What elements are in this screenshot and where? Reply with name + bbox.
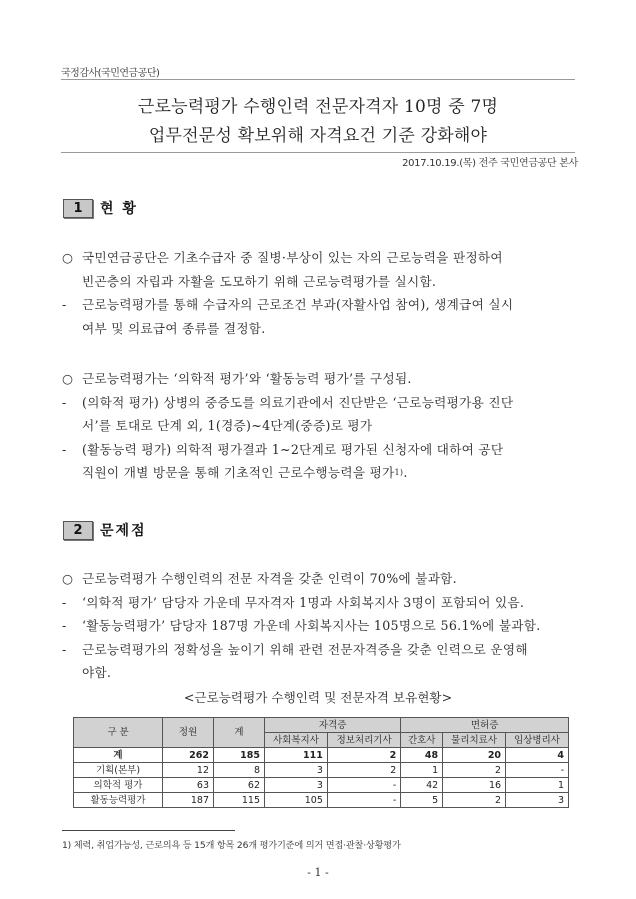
header-info-engineer: 정보처리기사 — [327, 733, 400, 748]
cell: 5 — [401, 793, 443, 808]
header-total: 계 — [214, 718, 265, 748]
cell: 16 — [443, 778, 506, 793]
cell: 2 — [443, 793, 506, 808]
table-row — [74, 793, 569, 808]
document-title-line2: 업무전문성 확보위해 자격요건 기준 강화해야 — [148, 126, 488, 146]
cell: 115 — [214, 793, 265, 808]
dash-bullet-icon: - — [62, 441, 67, 457]
row-label: 활동능력평가 — [74, 793, 163, 808]
cell: 4 — [506, 748, 569, 763]
dash-bullet-icon: - — [62, 594, 67, 610]
continuation-line — [62, 270, 582, 294]
dash-line — [62, 438, 582, 462]
cell: - — [327, 793, 400, 808]
header-rule-bottom — [61, 152, 575, 153]
circle-bullet-icon: ○ — [62, 371, 74, 386]
body-text: 국민연금공단은 기초수급자 중 질병·부상이 있는 자의 근로능력을 판정하여 — [82, 250, 503, 265]
dash-line — [62, 591, 582, 615]
dash-line — [62, 638, 582, 662]
staffing-table — [73, 717, 569, 808]
body-text: (활동능력 평가) 의학적 평가결과 1~2단계로 평가된 신청자에 대하여 공단 — [82, 441, 504, 457]
cell: - — [506, 763, 569, 778]
section-1-paragraph-2 — [62, 367, 582, 485]
cell: 42 — [401, 778, 443, 793]
dateline: 2017.10.19.(목) 전주 국민연금공단 본사 — [402, 158, 578, 169]
cell: 8 — [214, 763, 265, 778]
body-text: 빈곤층의 자립과 자활을 도모하기 위해 근로능력평가를 실시함. — [82, 273, 437, 289]
cell: 12 — [163, 763, 214, 778]
header-rule-top — [61, 79, 575, 80]
bullet-line — [62, 246, 582, 270]
section-title: 현 황 — [100, 201, 138, 217]
section-heading-2 — [63, 520, 147, 540]
cell: - — [327, 778, 400, 793]
dash-bullet-icon: - — [62, 641, 67, 657]
header-clinical-pathologist: 임상병리사 — [506, 733, 569, 748]
body-text: 여부 및 의료급여 종류를 결정함. — [82, 320, 266, 336]
continuation-line — [62, 661, 582, 685]
body-text: ‘활동능력평가’ 담당자 187명 가운데 사회복지사는 105명으로 56.1%에 불과함. — [82, 618, 541, 633]
table-header-row-top — [74, 718, 569, 733]
cell: 3 — [265, 763, 328, 778]
cell: 187 — [163, 793, 214, 808]
cell: 1 — [506, 778, 569, 793]
cell: 2 — [327, 763, 400, 778]
body-text: 직원이 개별 방문을 통해 기초적인 근로수행능력을 평가 — [82, 465, 395, 480]
body-text: ‘의학적 평가’ 담당자 가운데 무자격자 1명과 사회복지사 3명이 포함되어 있음. — [82, 594, 525, 610]
cell: 62 — [214, 778, 265, 793]
table-row — [74, 763, 569, 778]
cell: 111 — [265, 748, 328, 763]
body-text: (의학적 평가) 상병의 중증도를 의료기관에서 진단받은 ‘근로능력평가용 진단 — [82, 394, 514, 410]
cell: 262 — [163, 748, 214, 763]
section-heading-1 — [63, 198, 138, 218]
circle-bullet-icon: ○ — [62, 571, 74, 586]
cell: 2 — [327, 748, 400, 763]
cell: 48 — [401, 748, 443, 763]
header-physical-therapist: 물리치료사 — [443, 733, 506, 748]
row-label: 계 — [74, 748, 163, 763]
section-2-paragraph-1 — [62, 567, 582, 685]
document-title-line1: 근로능력평가 수행인력 전문자격자 10명 중 7명 — [137, 97, 499, 117]
dash-line — [62, 391, 582, 415]
dash-bullet-icon: - — [62, 394, 67, 410]
cell: 2 — [443, 763, 506, 778]
dash-bullet-icon: - — [62, 297, 67, 312]
body-text: 근로능력평가는 ‘의학적 평가’와 ‘활동능력 평가’를 구성됨. — [82, 371, 412, 386]
dash-line — [62, 614, 582, 638]
cell: 1 — [401, 763, 443, 778]
continuation-line — [62, 317, 582, 341]
row-label: 의학적 평가 — [74, 778, 163, 793]
row-label: 기획(본부) — [74, 763, 163, 778]
cell: 105 — [265, 793, 328, 808]
document-header-org: 국정감사(국민연금공단) — [61, 68, 160, 79]
dash-line — [62, 293, 582, 317]
table-caption: <근로능력평가 수행인력 및 전문자격 보유현황> — [183, 690, 453, 705]
table-row-total — [74, 748, 569, 763]
footnote: 1) 체력, 취업가능성, 근로의욕 등 15개 항목 26개 평가기준에 의거 면접·관찰·상황평가 — [62, 840, 401, 851]
section-title: 문제점 — [100, 523, 147, 539]
circle-bullet-icon: ○ — [62, 250, 74, 265]
cell: 20 — [443, 748, 506, 763]
footnote-divider — [62, 830, 235, 831]
page-number: - 1 - — [307, 866, 329, 879]
body-text: 근로능력평가의 정확성을 높이기 위해 관련 전문자격증을 갖춘 인력으로 운영해 — [82, 641, 528, 657]
cell: 185 — [214, 748, 265, 763]
header-social-worker: 사회복지사 — [265, 733, 328, 748]
header-nurse: 간호사 — [401, 733, 443, 748]
continuation-line — [62, 461, 582, 485]
bullet-line — [62, 367, 582, 391]
cell: 63 — [163, 778, 214, 793]
header-group-certificate: 자격증 — [265, 718, 401, 733]
bullet-line — [62, 567, 582, 591]
cell: 3 — [265, 778, 328, 793]
body-text: 야함. — [82, 665, 112, 680]
cell: 3 — [506, 793, 569, 808]
section-number-box: 1 — [63, 199, 93, 218]
footnote-reference[interactable]: 1) — [394, 468, 404, 477]
section-1-paragraph-1 — [62, 246, 582, 340]
header-group-license: 면허증 — [401, 718, 569, 733]
body-text: . — [403, 465, 408, 480]
continuation-line — [62, 414, 582, 438]
body-text: 근로능력평가 수행인력의 전문 자격을 갖춘 인력이 70%에 불과함. — [82, 571, 457, 586]
table-row — [74, 778, 569, 793]
header-category: 구 분 — [74, 718, 163, 748]
dash-bullet-icon: - — [62, 618, 67, 633]
section-number-box: 2 — [63, 521, 93, 540]
header-quota: 정원 — [163, 718, 214, 748]
body-text: 서’를 토대로 단계 외, 1(경증)~4단계(중증)로 평가 — [82, 418, 373, 433]
body-text: 근로능력평가를 통해 수급자의 근로조건 부과(자활사업 참여), 생계급여 실시 — [82, 297, 514, 312]
